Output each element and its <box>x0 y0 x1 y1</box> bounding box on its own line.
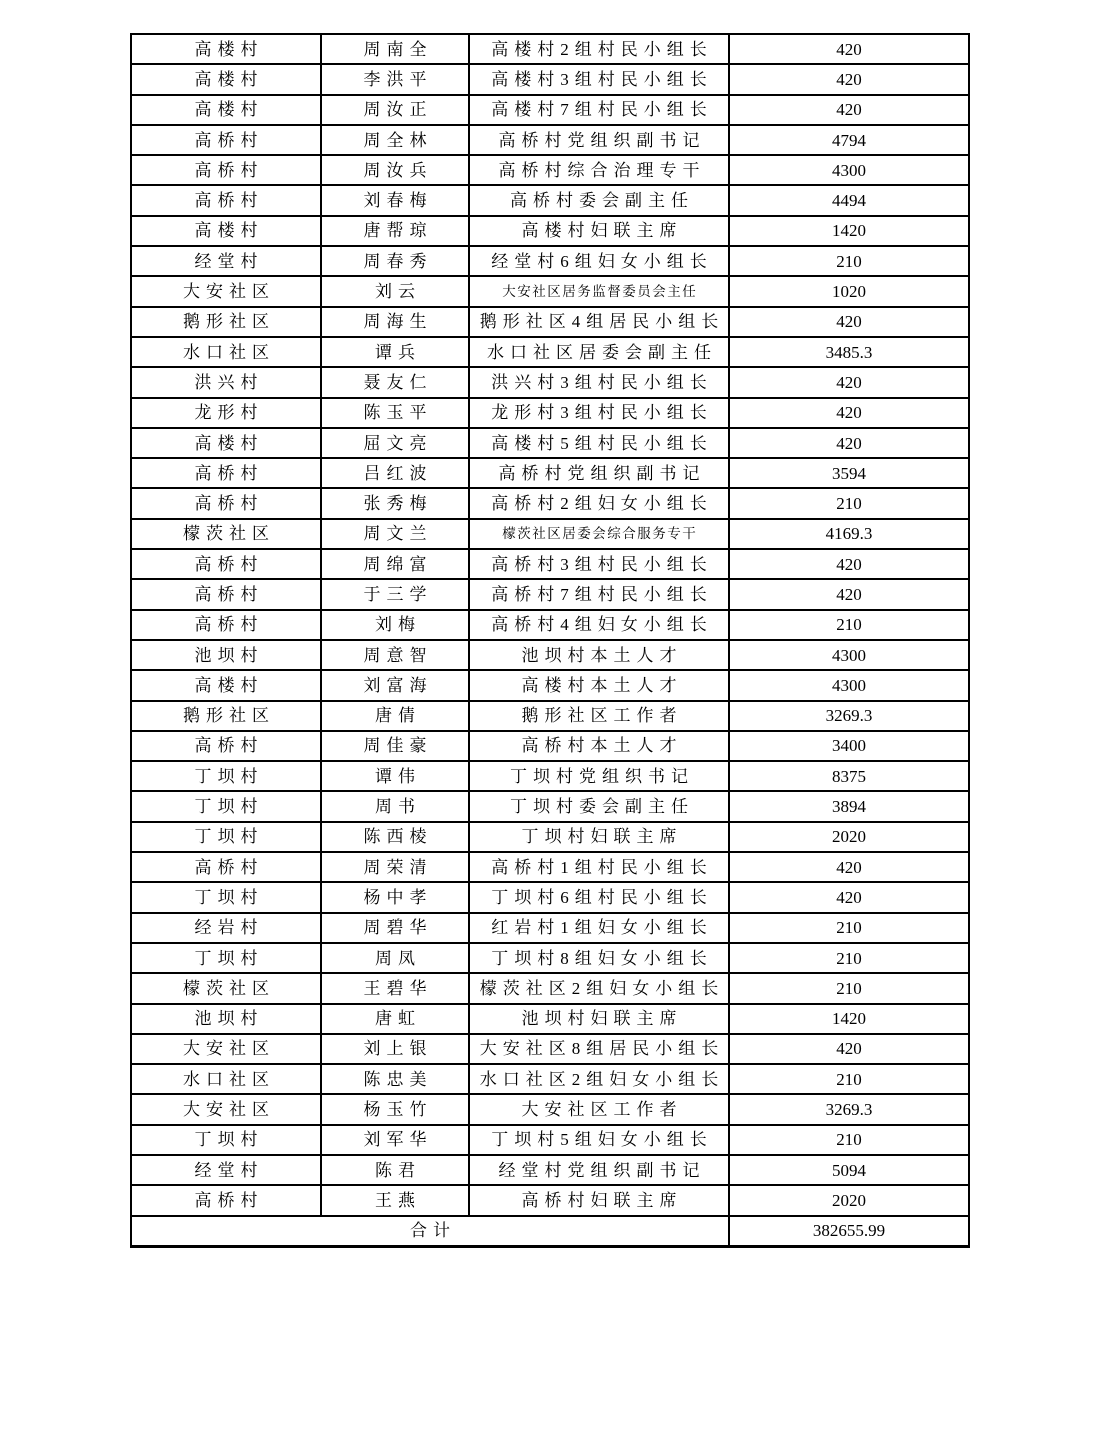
position-cell: 丁坝村6组村民小组长 <box>469 882 729 912</box>
table-row <box>131 913 969 943</box>
amount-cell: 210 <box>729 1064 969 1094</box>
name-cell: 周文兰 <box>321 519 469 549</box>
village-cell: 高楼村 <box>131 670 321 700</box>
table-row <box>131 670 969 700</box>
name-cell: 周碧华 <box>321 913 469 943</box>
amount-cell: 210 <box>729 973 969 1003</box>
total-label-cell: 合计 <box>131 1216 729 1247</box>
village-cell: 龙形村 <box>131 398 321 428</box>
name-cell: 王碧华 <box>321 973 469 1003</box>
table-row <box>131 579 969 609</box>
amount-cell: 4169.3 <box>729 519 969 549</box>
amount-cell: 3400 <box>729 731 969 761</box>
name-cell: 唐虹 <box>321 1004 469 1034</box>
village-cell: 鹅形社区 <box>131 701 321 731</box>
table-row <box>131 337 969 367</box>
village-cell: 经堂村 <box>131 1155 321 1185</box>
amount-cell: 3269.3 <box>729 1094 969 1124</box>
position-cell: 丁坝村党组织书记 <box>469 761 729 791</box>
position-cell: 高桥村3组村民小组长 <box>469 549 729 579</box>
position-cell: 丁坝村8组妇女小组长 <box>469 943 729 973</box>
total-amount-cell: 382655.99 <box>729 1216 969 1247</box>
table-row <box>131 822 969 852</box>
name-cell: 周南全 <box>321 34 469 64</box>
name-cell: 刘云 <box>321 276 469 306</box>
table-row <box>131 216 969 246</box>
amount-cell: 1420 <box>729 216 969 246</box>
village-cell: 经堂村 <box>131 246 321 276</box>
amount-cell: 210 <box>729 1125 969 1155</box>
name-cell: 周绵富 <box>321 549 469 579</box>
amount-cell: 420 <box>729 367 969 397</box>
position-cell: 丁坝村5组妇女小组长 <box>469 1125 729 1155</box>
amount-cell: 420 <box>729 398 969 428</box>
roster-table <box>130 33 970 1248</box>
table-row <box>131 1094 969 1124</box>
table-row <box>131 307 969 337</box>
position-cell: 丁坝村委会副主任 <box>469 791 729 821</box>
table-row <box>131 1034 969 1064</box>
amount-cell: 420 <box>729 428 969 458</box>
position-cell: 水口社区居委会副主任 <box>469 337 729 367</box>
amount-cell: 420 <box>729 549 969 579</box>
amount-cell: 420 <box>729 1034 969 1064</box>
table-row <box>131 852 969 882</box>
village-cell: 洪兴村 <box>131 367 321 397</box>
amount-cell: 420 <box>729 64 969 94</box>
name-cell: 周佳豪 <box>321 731 469 761</box>
name-cell: 刘春梅 <box>321 185 469 215</box>
name-cell: 杨玉竹 <box>321 1094 469 1124</box>
village-cell: 高楼村 <box>131 34 321 64</box>
amount-cell: 210 <box>729 246 969 276</box>
name-cell: 王燕 <box>321 1185 469 1215</box>
position-cell: 高桥村7组村民小组长 <box>469 579 729 609</box>
amount-cell: 420 <box>729 579 969 609</box>
table-row <box>131 1004 969 1034</box>
village-cell: 高桥村 <box>131 731 321 761</box>
position-cell: 经堂村党组织副书记 <box>469 1155 729 1185</box>
position-cell: 高桥村妇联主席 <box>469 1185 729 1215</box>
village-cell: 高桥村 <box>131 488 321 518</box>
table-row <box>131 1064 969 1094</box>
position-cell: 高楼村3组村民小组长 <box>469 64 729 94</box>
position-cell: 高桥村4组妇女小组长 <box>469 610 729 640</box>
village-cell: 大安社区 <box>131 276 321 306</box>
table-row <box>131 125 969 155</box>
village-cell: 高桥村 <box>131 125 321 155</box>
table-row <box>131 34 969 64</box>
position-cell: 高桥村党组织副书记 <box>469 125 729 155</box>
name-cell: 聂友仁 <box>321 367 469 397</box>
position-cell: 龙形村3组村民小组长 <box>469 398 729 428</box>
name-cell: 陈君 <box>321 1155 469 1185</box>
position-cell: 高楼村7组村民小组长 <box>469 95 729 125</box>
amount-cell: 420 <box>729 852 969 882</box>
amount-cell: 1020 <box>729 276 969 306</box>
position-cell: 高楼村5组村民小组长 <box>469 428 729 458</box>
position-cell: 高楼村本土人才 <box>469 670 729 700</box>
village-cell: 经岩村 <box>131 913 321 943</box>
table-row <box>131 973 969 1003</box>
position-cell: 鹅形社区4组居民小组长 <box>469 307 729 337</box>
amount-cell: 420 <box>729 34 969 64</box>
position-cell: 水口社区2组妇女小组长 <box>469 1064 729 1094</box>
name-cell: 周海生 <box>321 307 469 337</box>
amount-cell: 4494 <box>729 185 969 215</box>
amount-cell: 210 <box>729 488 969 518</box>
village-cell: 檬茨社区 <box>131 973 321 1003</box>
table-row <box>131 428 969 458</box>
village-cell: 高楼村 <box>131 428 321 458</box>
amount-cell: 4794 <box>729 125 969 155</box>
name-cell: 周荣清 <box>321 852 469 882</box>
village-cell: 高桥村 <box>131 155 321 185</box>
name-cell: 周汝兵 <box>321 155 469 185</box>
village-cell: 高桥村 <box>131 852 321 882</box>
village-cell: 丁坝村 <box>131 822 321 852</box>
name-cell: 唐帮琼 <box>321 216 469 246</box>
village-cell: 高桥村 <box>131 579 321 609</box>
position-cell: 鹅形社区工作者 <box>469 701 729 731</box>
position-cell: 高楼村妇联主席 <box>469 216 729 246</box>
amount-cell: 4300 <box>729 670 969 700</box>
position-cell: 大安社区居务监督委员会主任 <box>469 276 729 306</box>
name-cell: 于三学 <box>321 579 469 609</box>
table-row <box>131 731 969 761</box>
village-cell: 檬茨社区 <box>131 519 321 549</box>
name-cell: 吕红波 <box>321 458 469 488</box>
village-cell: 高桥村 <box>131 610 321 640</box>
village-cell: 池坝村 <box>131 640 321 670</box>
name-cell: 刘富海 <box>321 670 469 700</box>
village-cell: 高楼村 <box>131 95 321 125</box>
village-cell: 丁坝村 <box>131 943 321 973</box>
name-cell: 谭伟 <box>321 761 469 791</box>
position-cell: 高楼村2组村民小组长 <box>469 34 729 64</box>
table-row <box>131 95 969 125</box>
village-cell: 高桥村 <box>131 458 321 488</box>
amount-cell: 3894 <box>729 791 969 821</box>
village-cell: 高桥村 <box>131 185 321 215</box>
amount-cell: 5094 <box>729 1155 969 1185</box>
name-cell: 李洪平 <box>321 64 469 94</box>
amount-cell: 420 <box>729 882 969 912</box>
village-cell: 丁坝村 <box>131 791 321 821</box>
table-row <box>131 791 969 821</box>
table-row <box>131 458 969 488</box>
amount-cell: 4300 <box>729 640 969 670</box>
name-cell: 陈玉平 <box>321 398 469 428</box>
table-row <box>131 64 969 94</box>
position-cell: 高桥村2组妇女小组长 <box>469 488 729 518</box>
table-row <box>131 185 969 215</box>
position-cell: 红岩村1组妇女小组长 <box>469 913 729 943</box>
name-cell: 周春秀 <box>321 246 469 276</box>
village-cell: 丁坝村 <box>131 882 321 912</box>
position-cell: 池坝村本土人才 <box>469 640 729 670</box>
position-cell: 丁坝村妇联主席 <box>469 822 729 852</box>
table-row <box>131 882 969 912</box>
name-cell: 陈西棱 <box>321 822 469 852</box>
name-cell: 刘梅 <box>321 610 469 640</box>
roster-table-body <box>131 34 969 1216</box>
position-cell: 经堂村6组妇女小组长 <box>469 246 729 276</box>
name-cell: 杨中孝 <box>321 882 469 912</box>
table-row <box>131 761 969 791</box>
position-cell: 大安社区8组居民小组长 <box>469 1034 729 1064</box>
table-row <box>131 276 969 306</box>
table-row <box>131 155 969 185</box>
amount-cell: 420 <box>729 95 969 125</box>
table-row <box>131 640 969 670</box>
amount-cell: 210 <box>729 943 969 973</box>
village-cell: 高桥村 <box>131 1185 321 1215</box>
name-cell: 唐倩 <box>321 701 469 731</box>
table-row <box>131 549 969 579</box>
position-cell: 檬茨社区居委会综合服务专干 <box>469 519 729 549</box>
amount-cell: 210 <box>729 610 969 640</box>
name-cell: 谭兵 <box>321 337 469 367</box>
position-cell: 高桥村党组织副书记 <box>469 458 729 488</box>
village-cell: 水口社区 <box>131 337 321 367</box>
amount-cell: 3485.3 <box>729 337 969 367</box>
village-cell: 池坝村 <box>131 1004 321 1034</box>
table-row <box>131 367 969 397</box>
position-cell: 高桥村1组村民小组长 <box>469 852 729 882</box>
village-cell: 丁坝村 <box>131 1125 321 1155</box>
name-cell: 刘军华 <box>321 1125 469 1155</box>
position-cell: 高桥村本土人才 <box>469 731 729 761</box>
name-cell: 周凤 <box>321 943 469 973</box>
amount-cell: 2020 <box>729 1185 969 1215</box>
village-cell: 高楼村 <box>131 216 321 246</box>
total-row <box>131 1216 969 1247</box>
position-cell: 洪兴村3组村民小组长 <box>469 367 729 397</box>
position-cell: 池坝村妇联主席 <box>469 1004 729 1034</box>
name-cell: 周书 <box>321 791 469 821</box>
village-cell: 大安社区 <box>131 1094 321 1124</box>
position-cell: 大安社区工作者 <box>469 1094 729 1124</box>
amount-cell: 2020 <box>729 822 969 852</box>
table-row <box>131 1155 969 1185</box>
table-row <box>131 519 969 549</box>
village-cell: 高桥村 <box>131 549 321 579</box>
village-cell: 水口社区 <box>131 1064 321 1094</box>
name-cell: 陈忠美 <box>321 1064 469 1094</box>
village-cell: 高楼村 <box>131 64 321 94</box>
table-row <box>131 701 969 731</box>
position-cell: 檬茨社区2组妇女小组长 <box>469 973 729 1003</box>
amount-cell: 420 <box>729 307 969 337</box>
name-cell: 周全林 <box>321 125 469 155</box>
table-row <box>131 1185 969 1215</box>
position-cell: 高桥村综合治理专干 <box>469 155 729 185</box>
position-cell: 高桥村委会副主任 <box>469 185 729 215</box>
amount-cell: 1420 <box>729 1004 969 1034</box>
table-row <box>131 1125 969 1155</box>
table-row <box>131 488 969 518</box>
table-row <box>131 398 969 428</box>
table-row <box>131 943 969 973</box>
name-cell: 周汝正 <box>321 95 469 125</box>
table-row <box>131 610 969 640</box>
name-cell: 刘上银 <box>321 1034 469 1064</box>
amount-cell: 3594 <box>729 458 969 488</box>
amount-cell: 3269.3 <box>729 701 969 731</box>
amount-cell: 210 <box>729 913 969 943</box>
village-cell: 鹅形社区 <box>131 307 321 337</box>
amount-cell: 4300 <box>729 155 969 185</box>
name-cell: 屈文亮 <box>321 428 469 458</box>
amount-cell: 8375 <box>729 761 969 791</box>
village-cell: 丁坝村 <box>131 761 321 791</box>
name-cell: 周意智 <box>321 640 469 670</box>
village-cell: 大安社区 <box>131 1034 321 1064</box>
name-cell: 张秀梅 <box>321 488 469 518</box>
table-row <box>131 246 969 276</box>
